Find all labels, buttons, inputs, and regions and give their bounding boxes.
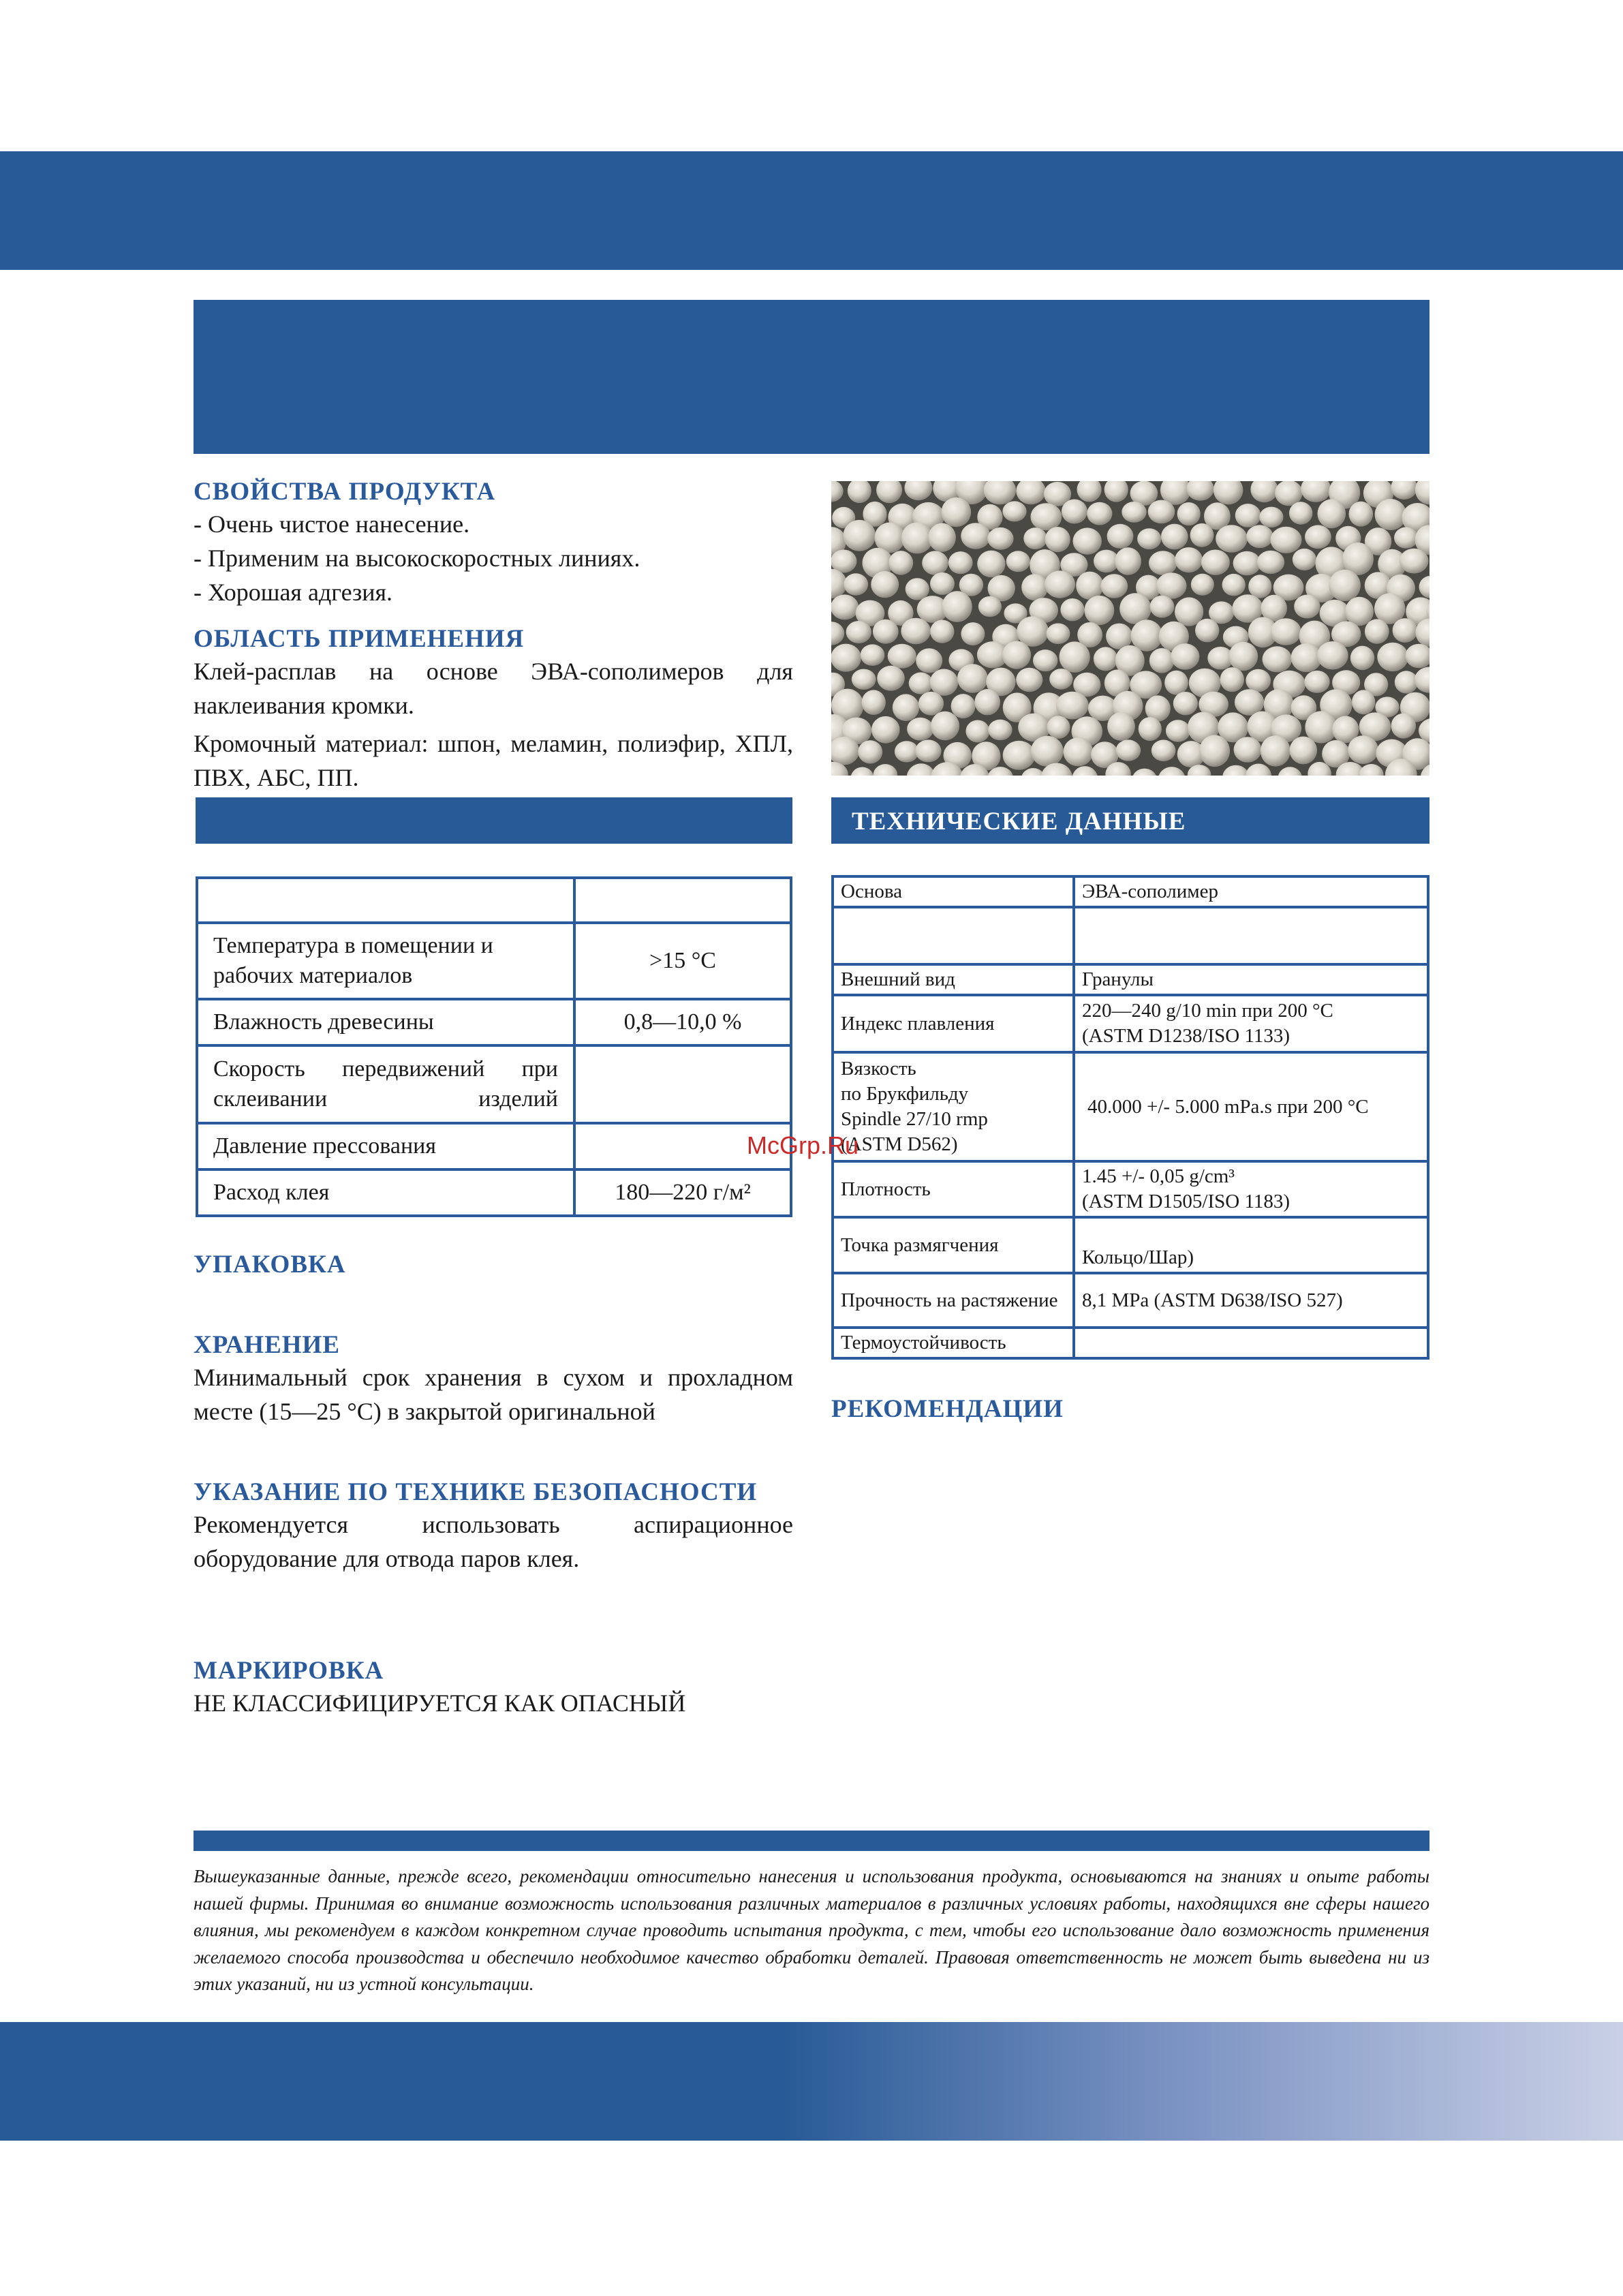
table-cell: 220—240 g/10 min при 200 °C (ASTM D1238/ISO 1133): [1074, 995, 1428, 1052]
processing-bar: [196, 797, 792, 844]
table-cell: 1.45 +/- 0,05 g/cm³ (ASTM D1505/ISO 1183): [1074, 1161, 1428, 1217]
table-cell: Расход клея: [197, 1169, 574, 1216]
packaging-heading: УПАКОВКА: [194, 1251, 346, 1279]
list-item: - Хорошая адгезия.: [194, 579, 393, 606]
table-cell: 8,1 MPa (ASTM D638/ISO 527): [1074, 1273, 1428, 1328]
table-row: [833, 995, 1428, 1052]
table-cell: Давление прессования: [197, 1123, 574, 1169]
application-paragraph: Клей-расплав на основе ЭВА-сополимеров для наклеивания кромки.: [194, 658, 793, 719]
table-row: [833, 907, 1428, 964]
table-cell: [833, 907, 1074, 964]
table-cell: Плотность: [833, 1161, 1074, 1217]
table-row: [197, 999, 791, 1045]
table-cell: [574, 878, 791, 923]
storage-text: Минимальный срок хранения в сухом и прохладном месте (15—25 °C) в закрытой оригинальной: [194, 1364, 793, 1425]
table-cell: Термоустойчивость: [833, 1328, 1074, 1358]
table-row: [197, 1169, 791, 1216]
table-row: [197, 1123, 791, 1169]
list-item: - Очень чистое нанесение.: [194, 510, 470, 538]
table-cell: 180—220 г/м²: [574, 1169, 791, 1216]
table-cell: Скорость передвижений при склеивании изделий: [197, 1045, 574, 1123]
table-cell: >15 °C: [574, 923, 791, 999]
table-cell: Точка размягчения: [833, 1217, 1074, 1273]
tech-data-table: [831, 875, 1429, 1360]
table-row: [197, 923, 791, 999]
list-item: - Применим на высокоскоростных линиях.: [194, 545, 640, 572]
table-cell: Индекс плавления: [833, 995, 1074, 1052]
table-cell: Вязкость по Брукфильду Spindle 27/10 rmp (ASTM D562): [833, 1052, 1074, 1161]
safety-text: Рекомендуется использовать аспирационное оборудование для отвода паров клея.: [194, 1511, 793, 1572]
tech-data-header: ТЕХНИЧЕСКИЕ ДАННЫЕ: [831, 797, 1429, 844]
table-row: [833, 1328, 1428, 1358]
application-text: [194, 654, 793, 795]
safety-heading: УКАЗАНИЕ ПО ТЕХНИКЕ БЕЗОПАСНОСТИ: [194, 1478, 758, 1506]
table-row: [833, 876, 1428, 907]
table-row: [197, 1045, 791, 1123]
table-cell: [1074, 1328, 1428, 1358]
title-band: [194, 300, 1429, 454]
table-cell: Внешний вид: [833, 964, 1074, 995]
table-cell: Температура в помещении и рабочих материалов: [197, 923, 574, 999]
granules-photo: [831, 481, 1429, 776]
table-cell: 40.000 +/- 5.000 mPa.s при 200 °C: [1074, 1052, 1428, 1161]
table-cell: [197, 878, 574, 923]
table-cell: [574, 1045, 791, 1123]
footer-rule: [194, 1831, 1429, 1851]
table-row: [833, 1273, 1428, 1328]
table-row: [833, 1161, 1428, 1217]
application-heading: ОБЛАСТЬ ПРИМЕНЕНИЯ: [194, 625, 525, 653]
processing-table: [196, 876, 792, 1217]
table-cell: 0,8—10,0 %: [574, 999, 791, 1045]
table-cell: [1074, 907, 1428, 964]
table-cell: Гранулы: [1074, 964, 1428, 995]
header-band: [0, 151, 1623, 270]
table-cell: Влажность древесины: [197, 999, 574, 1045]
table-row: [197, 878, 791, 923]
table-cell: Основа: [833, 876, 1074, 907]
table-row: [833, 1217, 1428, 1273]
table-row: [833, 964, 1428, 995]
table-cell: Кольцо/Шар): [1074, 1217, 1428, 1273]
properties-heading: СВОЙСТВА ПРОДУКТА: [194, 478, 496, 506]
footer-band: [0, 2022, 1623, 2141]
storage-heading: ХРАНЕНИЕ: [194, 1331, 341, 1359]
application-paragraph: Кромочный материал: шпон, меламин, полиэфир, ХПЛ, ПВХ, АБС, ПП.: [194, 730, 793, 791]
properties-list: [194, 507, 793, 609]
table-row: [833, 1052, 1428, 1161]
marking-text: НЕ КЛАССИФИЦИРУЕТСЯ КАК ОПАСНЫЙ: [194, 1689, 686, 1717]
disclaimer-text: Вышеуказанные данные, прежде всего, рекомендации относительно нанесения и использования продукта, основываются на знаниях и опыте работы нашей фирмы. Принимая во внимание возможность использования различных материалов в различных условиях работы, находящихся вне сферы нашего влияния, мы рекомендуем в каждом конкретном случае проводить испытания продукта, с тем, чтобы его использование дало возможность применения желаемого способа производства и обеспечило необходимое качество обработки деталей. Правовая ответственность не может быть выведена ни из этих указаний, ни из устной консультации.: [194, 1866, 1429, 1994]
recommendations-heading: РЕКОМЕНДАЦИИ: [831, 1395, 1064, 1423]
table-cell: Прочность на растяжение: [833, 1273, 1074, 1328]
marking-heading: МАРКИРОВКА: [194, 1657, 384, 1685]
watermark: McGrp.Ru: [747, 1131, 859, 1159]
table-cell: ЭВА-сополимер: [1074, 876, 1428, 907]
